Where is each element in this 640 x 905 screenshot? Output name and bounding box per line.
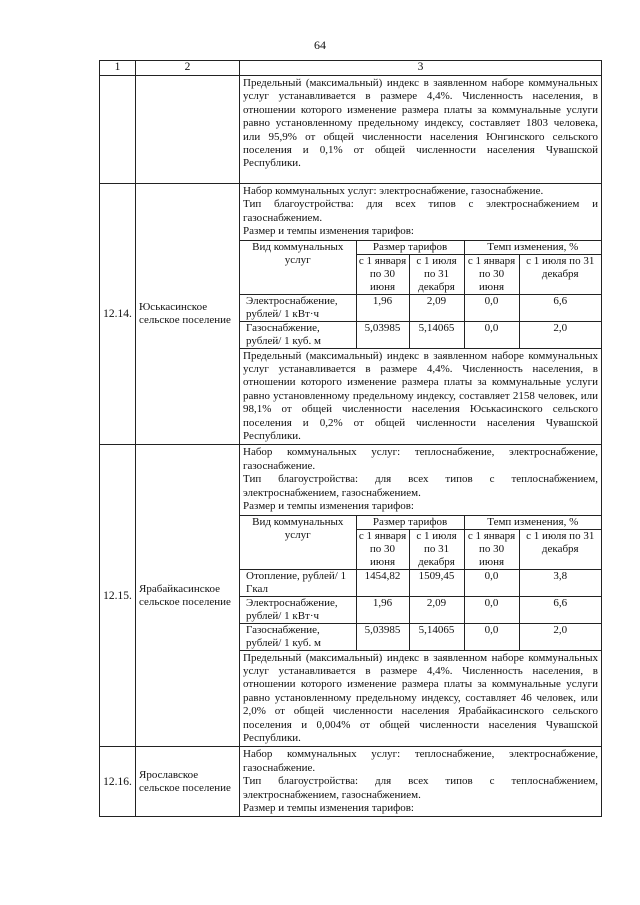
rate-value: 2,0 [519,321,601,348]
header-row [100,61,602,76]
settlement-name: Ярабайкасинское сельское поселение [136,445,240,747]
tariff-value: 5,03985 [356,623,409,650]
rate-value: 0,0 [464,321,519,348]
row-number: 12.16. [100,747,136,817]
tariff-header-kind: Вид коммунальных услуг [240,515,356,569]
rate-value: 0,0 [464,569,519,596]
settlement-name: Юськасинское сельское поселение [136,184,240,445]
tariff-value: 2,09 [409,596,464,623]
text-block [240,747,601,816]
continuation-text: Предельный (максимальный) индекс в заявленном наборе коммунальных услуг устанавливается в размере 4,4%. Численность населения, в отношении которого изменение размера платы за коммунальные услуги равно установленному предельному индексу, составляет 1803 человека, или 95,9% от общей численности населения Юнгинского сельского поселения и 0,1% от общей численности населения Чувашской Республики. [243,77,598,170]
page-number: 64 [314,38,326,52]
tariff-value: 5,03985 [356,321,409,348]
tariff-header-jul: с 1 июля по 31 декабря [519,254,601,294]
text-block [240,445,601,514]
tariff-row [240,569,601,596]
tariff-table [240,240,601,349]
cell-num [100,76,136,184]
rate-value: 6,6 [519,294,601,321]
cell-content [240,747,602,817]
tariff-service: Газоснабжение, рублей/ 1 куб. м [240,623,356,650]
tariff-header-kind: Вид коммунальных услуг [240,240,356,294]
tariff-row [240,596,601,623]
cell-name [136,76,240,184]
table-row [100,76,602,184]
main-table [99,60,602,817]
rates-label: Размер и темпы изменения тарифов: [243,225,414,238]
rate-value: 6,6 [519,596,601,623]
rate-value: 0,0 [464,294,519,321]
tariff-value: 1,96 [356,596,409,623]
rates-label: Размер и темпы изменения тарифов: [243,801,414,814]
row-number: 12.14. [100,184,136,445]
tariff-value: 1454,82 [356,569,409,596]
tariff-header-rate: Темп изменения, % [464,515,601,529]
rate-value: 0,0 [464,623,519,650]
tariff-value: 1509,45 [409,569,464,596]
tariff-header-rate: Темп изменения, % [464,240,601,254]
tariff-header-jan: с 1 января по 30 июня [356,529,409,569]
tariff-service: Электроснабжение, рублей/ 1 кВт·ч [240,596,356,623]
tariff-value: 1,96 [356,294,409,321]
services-set-text: Набор коммунальных услуг: теплоснабжение, электроснабжение, газоснабжение. [243,748,598,774]
header-col-3: 3 [240,61,602,76]
row-number: 12.15. [100,445,136,747]
table-row [100,445,602,747]
tariff-value: 5,14065 [409,321,464,348]
tariff-header-size: Размер тарифов [356,240,464,254]
rate-value: 2,0 [519,623,601,650]
text-block [240,651,601,747]
tariff-value: 5,14065 [409,623,464,650]
tariff-table [240,515,601,651]
settlement-name: Ярославское сельское поселение [136,747,240,817]
index-text: Предельный (максимальный) индекс в заявленном наборе коммунальных услуг устанавливается в размере 4,4%. Численность населения, в отношении которого изменение размера платы за коммунальные услуги равно установленному предельному индексу, составляет 46 человек, или 2,0% от общей численности населения Ярабайкасинского сельского поселения и 0,004% от общей численности населения Чувашской Республики. [243,651,598,744]
cell-content [240,445,602,747]
header-col-1: 1 [100,61,136,76]
table-row [100,747,602,817]
cell-text [240,76,602,184]
tariff-header-jan: с 1 января по 30 июня [356,254,409,294]
rate-value: 0,0 [464,596,519,623]
services-set-text: Набор коммунальных услуг: теплоснабжение, электроснабжение, газоснабжение. [243,446,598,472]
tariff-header-jan: с 1 января по 30 июня [464,254,519,294]
tariff-header-jul: с 1 июля по 31 декабря [409,529,464,569]
tariff-value: 2,09 [409,294,464,321]
improvement-type-text: Тип благоустройства: для всех типов с электроснабжением и газоснабжением. [243,198,598,224]
improvement-type-text: Тип благоустройства: для всех типов с теплоснабжением, электроснабжением, газоснабжением. [243,775,598,801]
tariff-row [240,623,601,650]
tariff-service: Электроснабжение, рублей/ 1 кВт·ч [240,294,356,321]
services-set-text: Набор коммунальных услуг: электроснабжение, газоснабжение. [243,185,544,197]
tariff-header-size: Размер тарифов [356,515,464,529]
text-block [240,184,601,240]
tariff-header-jan: с 1 января по 30 июня [464,529,519,569]
tariff-service: Отопление, рублей/ 1 Гкал [240,569,356,596]
text-block [240,349,601,445]
cell-content [240,184,602,445]
rate-value: 3,8 [519,569,601,596]
tariff-service: Газоснабжение, рублей/ 1 куб. м [240,321,356,348]
tariff-header-jul: с 1 июля по 31 декабря [409,254,464,294]
table-row [100,184,602,445]
tariff-header-jul: с 1 июля по 31 декабря [519,529,601,569]
improvement-type-text: Тип благоустройства: для всех типов с теплоснабжением, электроснабжением, газоснабжением. [243,473,598,499]
header-col-2: 2 [136,61,240,76]
index-text: Предельный (максимальный) индекс в заявленном наборе коммунальных услуг устанавливается в размере 4,4%. Численность населения, в отношении которого изменение размера платы за коммунальные услуги равно установленному предельному индексу, составляет 2158 человек, или 98,1% от общей численности населения Юськасинского сельского поселения и 0,2% от общей численности населения Чувашской Республики. [243,349,598,443]
tariff-row [240,321,601,348]
rates-label: Размер и темпы изменения тарифов: [243,500,414,513]
tariff-row [240,294,601,321]
